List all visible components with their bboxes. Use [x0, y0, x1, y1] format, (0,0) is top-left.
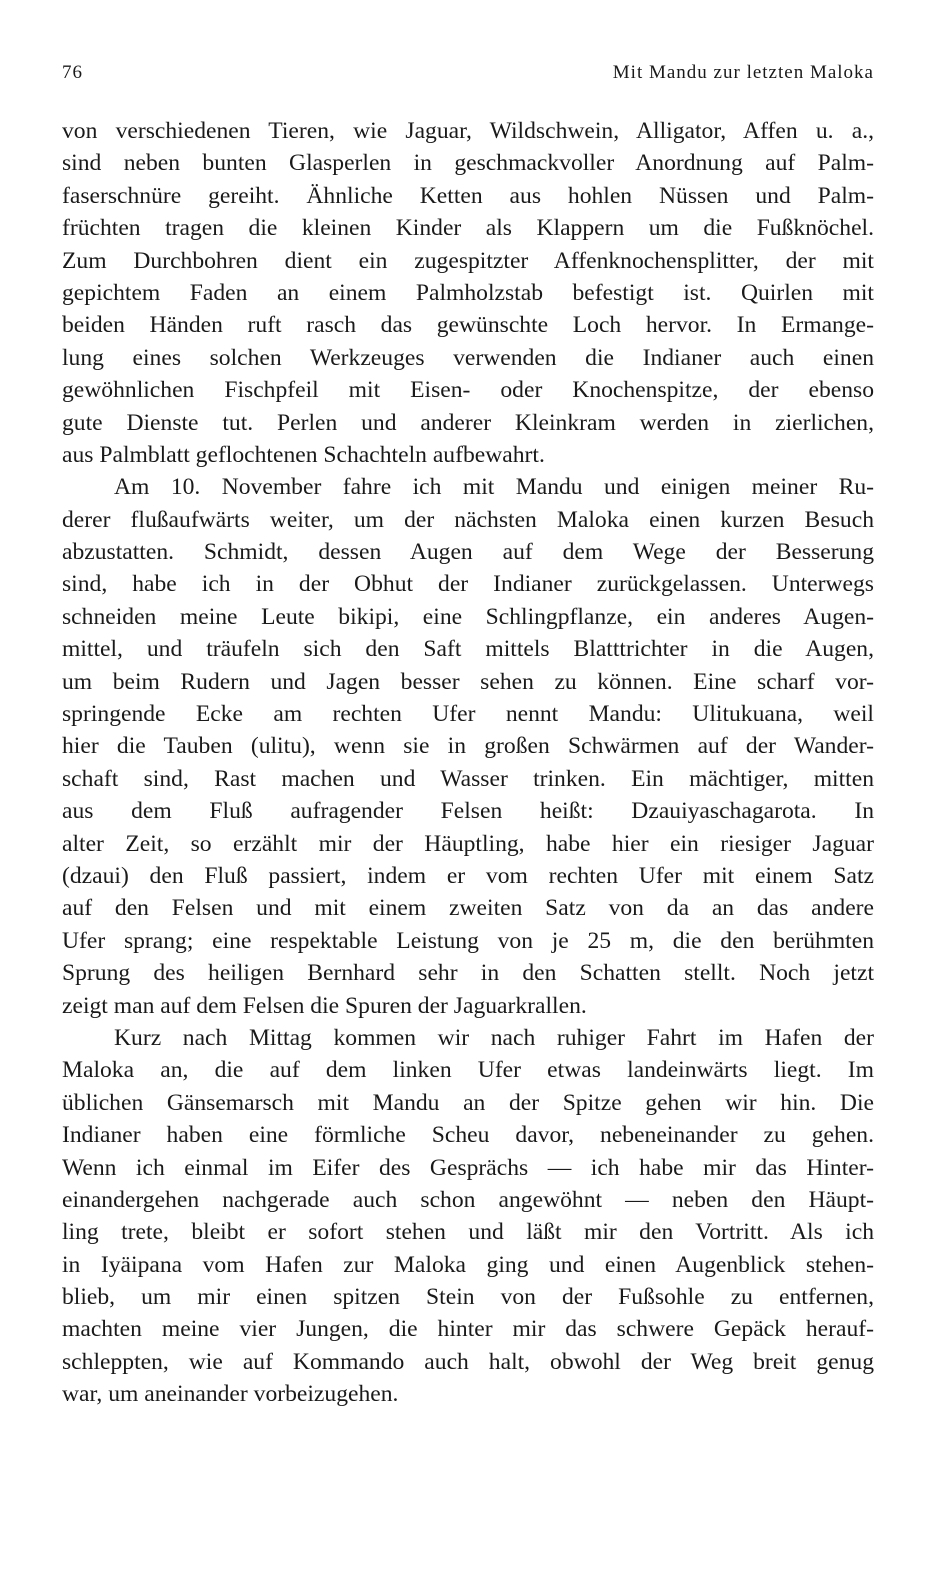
- text-line: ling trete, bleibt er sofort stehen und läßt mir den Vortritt. Als ich: [62, 1219, 874, 1246]
- text-line: gepichtem Faden an einem Palmholzstab befestigt ist. Quirlen mit: [62, 279, 874, 306]
- text-line: Sprung des heiligen Bernhard sehr in den Schatten stellt. Noch jetzt: [62, 960, 874, 987]
- text-line: war, um aneinander vorbeizugehen.: [62, 1381, 399, 1408]
- text-line: gewöhnlichen Fischpfeil mit Eisen- oder Knochenspitze, der ebenso: [62, 377, 874, 404]
- text-line: zeigt man auf dem Felsen die Spuren der Jaguarkrallen.: [62, 992, 587, 1019]
- text-line: springende Ecke am rechten Ufer nennt Mandu: Ulitukuana, weil: [62, 701, 874, 728]
- paragraph-1: [62, 115, 874, 471]
- text-line: abzustatten. Schmidt, dessen Augen auf dem Wege der Besserung: [62, 539, 874, 566]
- text-line: aus dem Fluß aufragender Felsen heißt: Dzauiyaschagarota. In: [62, 798, 874, 825]
- text-line: Indianer haben eine förmliche Scheu davor, nebeneinander zu gehen.: [62, 1122, 874, 1149]
- text-line: um beim Rudern und Jagen besser sehen zu können. Eine scharf vor-: [62, 668, 874, 695]
- text-line: hier die Tauben (ulitu), wenn sie in großen Schwärmen auf der Wander-: [62, 733, 874, 760]
- text-line: beiden Händen ruft rasch das gewünschte Loch hervor. In Ermange-: [62, 312, 874, 339]
- text-line: sind neben bunten Glasperlen in geschmackvoller Anordnung auf Palm-: [62, 150, 874, 177]
- text-line: sind, habe ich in der Obhut der Indianer zurückgelassen. Unterwegs: [62, 571, 874, 598]
- text-line: gute Dienste tut. Perlen und anderer Kleinkram werden in zierlichen,: [62, 409, 874, 436]
- running-title: Mit Mandu zur letzten Maloka: [612, 62, 874, 83]
- paragraph-2: [62, 471, 874, 1022]
- text-line: Maloka an, die auf dem linken Ufer etwas landeinwärts liegt. Im: [62, 1057, 874, 1084]
- text-line: Zum Durchbohren dient ein zugespitzter Affenknochensplitter, der mit: [62, 247, 874, 274]
- text-line: in Iyäipana vom Hafen zur Maloka ging und einen Augenblick stehen-: [62, 1251, 874, 1278]
- paragraph-3: [62, 1022, 874, 1411]
- text-line: Ufer sprang; eine respektable Leistung von je 25 m, die den berühmten: [62, 927, 874, 954]
- text-line: schleppten, wie auf Kommando auch halt, obwohl der Weg breit genug: [62, 1348, 874, 1375]
- page-header: [62, 62, 874, 92]
- text-line: derer flußaufwärts weiter, um der nächsten Maloka einen kurzen Besuch: [62, 506, 874, 533]
- text-line: mittel, und träufeln sich den Saft mittels Blatttrichter in die Augen,: [62, 636, 874, 663]
- text-line: Wenn ich einmal im Eifer des Gesprächs — ich habe mir das Hinter-: [62, 1154, 874, 1181]
- text-line: blieb, um mir einen spitzen Stein von der Fußsohle zu entfernen,: [62, 1284, 874, 1311]
- page-number: 76: [62, 62, 83, 83]
- body-text: [62, 115, 874, 1411]
- text-line: früchten tragen die kleinen Kinder als Klappern um die Fußknöchel.: [62, 215, 874, 242]
- text-line: Kurz nach Mittag kommen wir nach ruhiger Fahrt im Hafen der: [114, 1024, 874, 1051]
- text-line: aus Palmblatt geflochtenen Schachteln aufbewahrt.: [62, 441, 545, 468]
- text-line: auf den Felsen und mit einem zweiten Satz von da an das andere: [62, 895, 874, 922]
- text-line: faserschnüre gereiht. Ähnliche Ketten aus hohlen Nüssen und Palm-: [62, 182, 874, 209]
- text-line: Am 10. November fahre ich mit Mandu und einigen meiner Ru-: [114, 474, 874, 501]
- text-line: schneiden meine Leute bikipi, eine Schlingpflanze, ein anderes Augen-: [62, 603, 874, 630]
- text-line: schaft sind, Rast machen und Wasser trinken. Ein mächtiger, mitten: [62, 765, 874, 792]
- text-line: von verschiedenen Tieren, wie Jaguar, Wildschwein, Alligator, Affen u. a.,: [62, 118, 874, 144]
- text-line: einandergehen nachgerade auch schon angewöhnt — neben den Häupt-: [62, 1186, 874, 1213]
- text-line: machten meine vier Jungen, die hinter mir das schwere Gepäck herauf-: [62, 1316, 874, 1343]
- text-line: üblichen Gänsemarsch mit Mandu an der Spitze gehen wir hin. Die: [62, 1089, 874, 1116]
- text-line: alter Zeit, so erzählt mir der Häuptling, habe hier ein riesiger Jaguar: [62, 830, 874, 857]
- text-line: lung eines solchen Werkzeuges verwenden die Indianer auch einen: [62, 344, 874, 371]
- text-line: (dzaui) den Fluß passiert, indem er vom rechten Ufer mit einem Satz: [62, 862, 874, 889]
